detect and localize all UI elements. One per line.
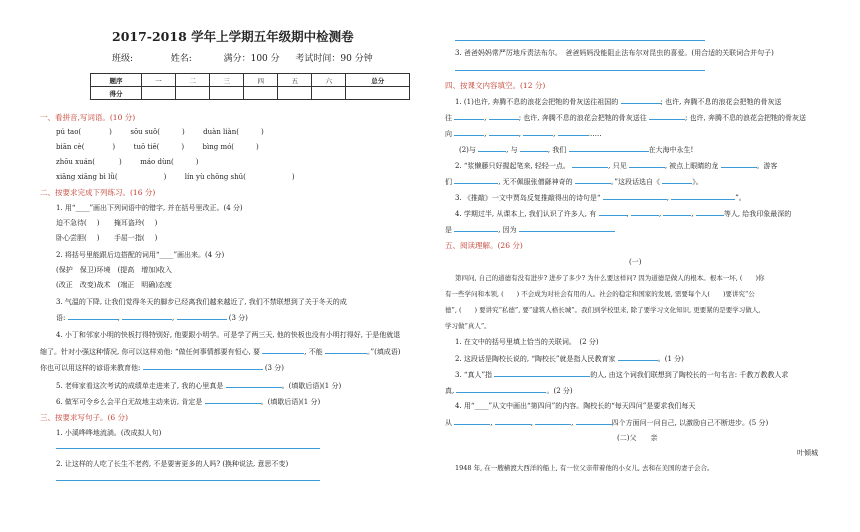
typo-row: 卧心尝胆( ) 手屈一指( ) [56,234,158,242]
class-label: 班级: [112,54,134,64]
answer-blank[interactable] [456,386,546,393]
answer-blank[interactable] [621,97,661,104]
passage-2-text: 1948 年, 在一艘横渡大西洋的船上, 有一位父亲带着他的小女儿, 去和在美国的妻子会合。 [455,464,714,472]
page-title: 2017-2018 学年上学期五年级期中检测卷 [112,29,354,44]
question-3-3: 3. 爸爸妈妈常严厉地斥责法布尔。 爸爸妈妈没能阻止法布尔对昆虫的喜爱。(用合适的关联词合并句子) [455,49,774,57]
passage-1-text: 学习做“真人”。 [445,322,491,330]
question-5-2: 2. 这段话是陶校长说的, “陶校长”就是指人民教育家 。(1 分) [455,355,684,363]
answer-blank[interactable] [721,161,757,168]
answer-blank[interactable] [569,145,649,152]
answer-blank[interactable] [629,161,665,168]
question-4-4-line2: 是 , 因为 [445,225,615,235]
answer-blank[interactable] [262,347,304,354]
section-4-heading: 四、按课文内容填空。(12 分) [445,81,546,90]
answer-blank[interactable] [576,418,612,425]
section-3-heading: 三、按要求写句子。(6 分) [40,413,129,422]
question-2-4-line2: 缩了。针对小强这种情况, 你可以这样劝他: “做任何事情都要有恒心, 要 , 不能 。”(填成语) [40,348,401,356]
question-5-4-line2: 从 , , , 四个方面问一问自己, 以激励自己不断进步。(5 分) [445,419,769,427]
question-2-6: 6. 做军可令乡么会平白无故地主动来访, 肯定是 。(填歇后语)(1 分) [56,398,321,406]
answer-blank[interactable] [454,418,490,425]
score-cell[interactable] [210,87,244,100]
answer-blank[interactable] [572,161,608,168]
answer-blank[interactable] [663,209,691,216]
answer-blank[interactable] [575,177,611,184]
section-5-heading: 五、阅读理解。(26 分) [445,241,523,250]
question-2-4-line3: 你也可以用这样的谚语来教育他: (3 分) [40,364,284,372]
score-header-cell: 三 [210,74,244,87]
passage-1-text: 德”, ( ) 要讲究“私德”, 要“建筑人格长城”。我们到学校里来, 除了要学习文化知识, 更要紧的是要学习做人, [445,306,761,314]
score-header-cell: 四 [244,74,278,87]
answer-blank[interactable] [631,209,659,216]
score-table [90,73,410,100]
question-2-5: 5. 老师家看这次考试的成绩单走进来了, 我的心里真是 。(填歇后语)(1 分) [56,382,342,390]
answer-blank[interactable] [696,209,724,216]
answer-blank[interactable] [489,113,519,120]
answer-blank[interactable] [618,354,658,361]
answer-blank[interactable] [122,313,172,320]
score-table-header [91,74,410,87]
question-5-3-line1: 3. “真人”指 的人, 由这个词我们联想到了陶校长的一句名言: 千教万教教人求 [455,371,789,379]
answer-blank[interactable] [478,145,506,152]
answer-line[interactable] [455,40,705,41]
score-cell[interactable] [346,87,410,100]
passage-1-title: (一) [629,258,642,266]
collocation-row: (保护 保卫)环境 (提高 增加)收入 [56,266,172,274]
question-2-3: 3. 气温的下降, 让我们觉得冬天的脚步已经离我们越来越近了, 我们不禁联想到了关于冬天的成 [56,298,347,306]
score-header-cell: 一 [142,74,176,87]
question-3-2: 2. 让这样的人吃了长生不老药, 不是要害更多的人吗? (换种说法, 意思不变) [56,460,289,468]
score-cell[interactable] [244,87,278,100]
question-2-1: 1. 用“____”画出下列词语中的错字, 并在括号里改正。(4 分) [56,204,243,212]
passage-2-title: (二)父 亲 [617,434,658,442]
answer-blank[interactable] [494,370,590,377]
passage-1-text: 有一些学问和本领, ( ) 不会成为对社会有用的人。社会的稳定和国家的发展, 需要每个人( )要讲究“公 [445,290,755,298]
passage-1-text: 第四问, 自己的道德有没有进步? 进步了多少? 为什么要这样问? 因为道德是做人的根本。根本一坏, ( )你 [455,274,765,282]
question-2-4: 4. 小丁和邻家小明的快板打得特别好, 他要跟小明学。可是学了两三天, 他的快板也没有小明打得好, 于是他就退 [56,331,401,339]
question-2-2: 2. 将括号里能跟后边搭配的词用“____”画出来。(4 分) [56,251,225,259]
section-1-heading: 一、看拼音,写词语。(10 分) [40,113,136,122]
score-cell[interactable] [312,87,346,100]
answer-line[interactable] [56,480,320,481]
typo-row: 迫不急待( ) 掩耳盗玲( ) [56,219,158,227]
question-4-1-line3: 向 , , , …… [445,130,602,138]
question-3-1: 1. 小溪哗哗地流淌。(改成拟人句) [56,429,162,437]
score-table-row [91,87,410,100]
question-5-1: 1. 在文中的括号里填上恰当的关联词。 (2 分) [455,338,599,346]
exam-time: 考试时间：90 分钟 [295,54,373,64]
question-4-1-line1: 1. (1)也许, 奔腾不息的浪花会把牠的骨灰送往祖国的 ; 也许, 奔腾不息的浪花会把牠的骨灰送 [455,98,782,106]
answer-blank[interactable] [535,418,571,425]
answer-blank[interactable] [205,397,261,404]
passage-2-author: 叶倾城 [797,449,818,457]
score-header-cell: 二 [176,74,210,87]
score-cell[interactable] [278,87,312,100]
collocation-row: (改正 改变)战术 (端正 明确)态度 [56,281,172,289]
answer-blank[interactable] [599,209,627,216]
pinyin-row: pú tao( ) sōu suǒ( ) duàn liàn( ) [56,128,264,136]
answer-blank[interactable] [68,313,118,320]
question-4-2-line2: 们 , 无不佩服张僧繇神奇的 。”这段话选自《 》。 [445,178,703,186]
answer-blank[interactable] [325,347,367,354]
question-2-3-answer: 语: , , (3 分) [56,314,248,322]
score-header-cell: 五 [278,74,312,87]
question-4-1-line2: 往 , ; 也许, 奔腾不息的浪花会把牠的骨灰送往 ; 也许, 奔腾不息的浪花会把牠的骨灰送 [445,114,807,122]
answer-blank[interactable] [489,129,519,136]
score-header-cell: 总分 [346,74,410,87]
score-row-label: 得分 [91,87,142,100]
answer-blank[interactable] [558,129,588,136]
pinyin-row: zhōu xuán( ) máo dùn( ) [56,158,199,166]
question-5-3-line2: 真, 。(2 分) [445,387,573,395]
answer-blank[interactable] [226,381,282,388]
answer-blank[interactable] [454,113,484,120]
answer-line[interactable] [56,448,320,449]
answer-blank[interactable] [143,363,263,370]
answer-blank[interactable] [454,225,498,232]
answer-blank[interactable] [454,129,484,136]
name-label: 姓名: [170,54,192,64]
question-5-4-line1: 4. 用“____”从文中画出“第四问”的内容。陶校长的“每天四问”是要求我们每天 [455,402,696,410]
question-4-3: 3. 《推敲》一文中贾岛反复推敲得出的诗句是“ , ”。 [455,194,746,202]
answer-blank[interactable] [671,193,735,200]
answer-blank[interactable] [662,177,692,184]
question-4-1-part2: (2)与 , 与 , 我们 在大海中永生! [459,146,694,154]
answer-blank[interactable] [454,177,498,184]
exam-info [112,54,373,65]
answer-blank[interactable] [649,113,685,120]
question-4-4-line1: 4. 学期过半, 从课本上, 我们认识了许多人, 有 , , , 等人, 给我印象最深的 [455,210,792,218]
answer-blank[interactable] [523,129,553,136]
full-score: 满分：100 分 [223,54,280,64]
pinyin-row: xiāng xiāng bì lǜ( ) lín yù chōng shū( ) [56,173,295,181]
answer-blank[interactable] [520,145,548,152]
question-4-2-line1: 2. “浆懒藤只好握起笔来, 轻轻一点。 , 只见 , 被点上眼睛的龙 。游客 [455,162,778,170]
answer-blank[interactable] [603,193,667,200]
answer-line[interactable] [455,70,705,71]
answer-blank[interactable] [495,418,531,425]
score-cell[interactable] [142,87,176,100]
score-header-cell: 六 [312,74,346,87]
score-cell[interactable] [176,87,210,100]
score-header-cell: 题序 [91,74,142,87]
pinyin-row: biān cè( ) tuō tiē( ) bìng mó( ) [56,143,259,151]
section-2-heading: 二、按要求完成下列练习。(16 分) [40,188,156,197]
answer-blank[interactable] [519,225,615,232]
answer-blank[interactable] [177,313,227,320]
